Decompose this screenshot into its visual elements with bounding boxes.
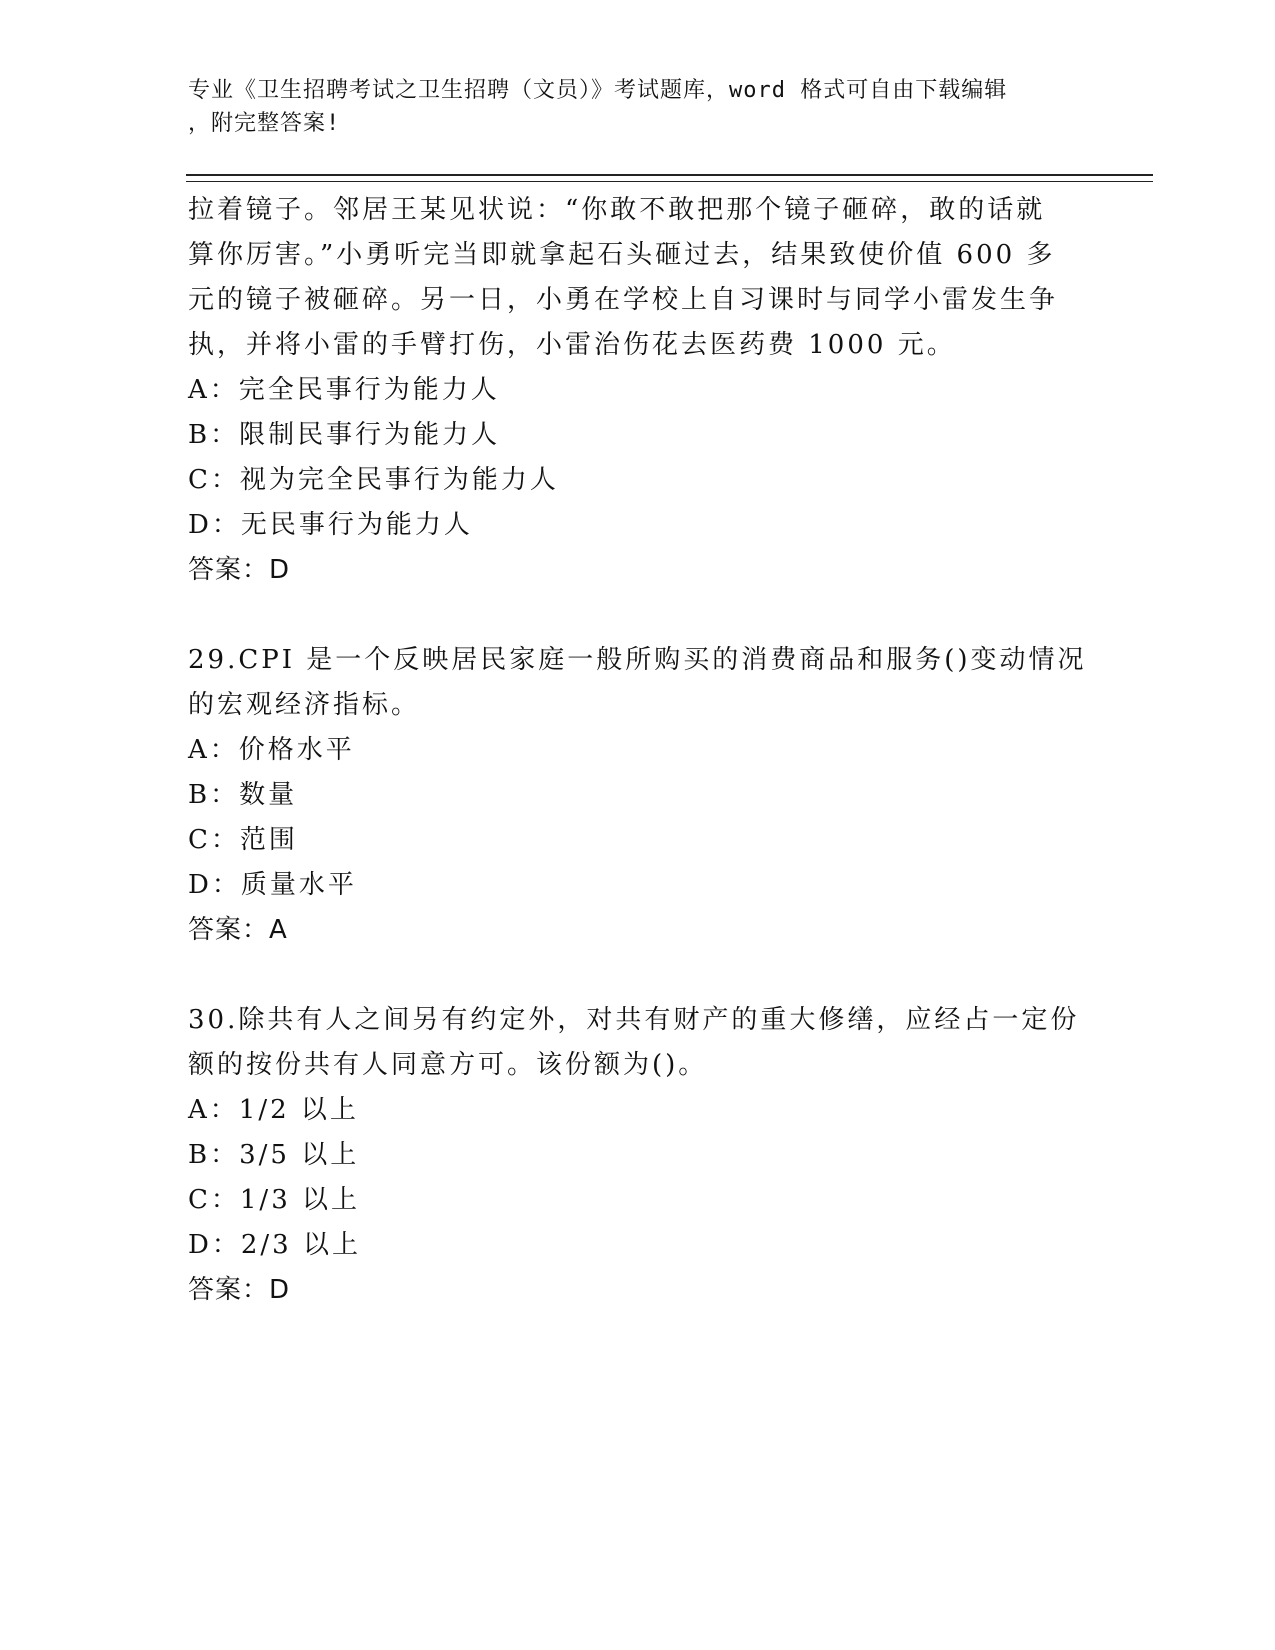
option-a: A：1/2 以上 <box>188 1095 359 1125</box>
header-line-1: 专业《卫生招聘考试之卫生招聘（文员）》考试题库，word 格式可自由下载编辑 <box>188 78 1008 103</box>
option-c: C：1/3 以上 <box>188 1185 361 1215</box>
question-stem-line: 元的镜子被砸碎。另一日，小勇在学校上自习课时与同学小雷发生争 <box>188 285 1059 315</box>
option-a: A：完全民事行为能力人 <box>188 375 500 405</box>
question-stem-line: 算你厉害。”小勇听完当即就拿起石头砸过去，结果致使价值 600 多 <box>188 240 1056 270</box>
answer-line: 答案：D <box>188 555 291 585</box>
question-content <box>188 188 1088 1313</box>
question-29 <box>188 638 1088 953</box>
option-c: C：范围 <box>188 825 298 855</box>
option-d: D：2/3 以上 <box>188 1230 361 1260</box>
option-b: B：数量 <box>188 780 298 810</box>
question-stem-line: 的宏观经济指标。 <box>188 690 421 720</box>
document-header <box>188 74 1068 140</box>
question-stem-line: 拉着镜子。邻居王某见状说：“你敢不敢把那个镜子砸碎，敢的话就 <box>188 195 1046 225</box>
question-30 <box>188 998 1088 1313</box>
option-b: B：3/5 以上 <box>188 1140 360 1170</box>
question-stem-line: 29.CPI 是一个反映居民家庭一般所购买的消费商品和服务()变动情况 <box>188 645 1087 675</box>
question-stem-line: 执，并将小雷的手臂打伤，小雷治伤花去医药费 1000 元。 <box>188 330 956 360</box>
header-line-2: ，附完整答案! <box>188 111 341 136</box>
question-28 <box>188 188 1088 593</box>
question-stem-line: 额的按份共有人同意方可。该份额为()。 <box>188 1050 708 1080</box>
answer-line: 答案：D <box>188 1275 291 1305</box>
answer-line: 答案：A <box>188 915 288 945</box>
header-divider-thin <box>186 181 1153 182</box>
header-divider-thick <box>186 174 1153 176</box>
option-a: A：价格水平 <box>188 735 355 765</box>
option-d: D：质量水平 <box>188 870 357 900</box>
option-c: C：视为完全民事行为能力人 <box>188 465 559 495</box>
option-d: D：无民事行为能力人 <box>188 510 473 540</box>
question-stem-line: 30.除共有人之间另有约定外，对共有财产的重大修缮，应经占一定份 <box>188 1005 1080 1035</box>
option-b: B：限制民事行为能力人 <box>188 420 501 450</box>
